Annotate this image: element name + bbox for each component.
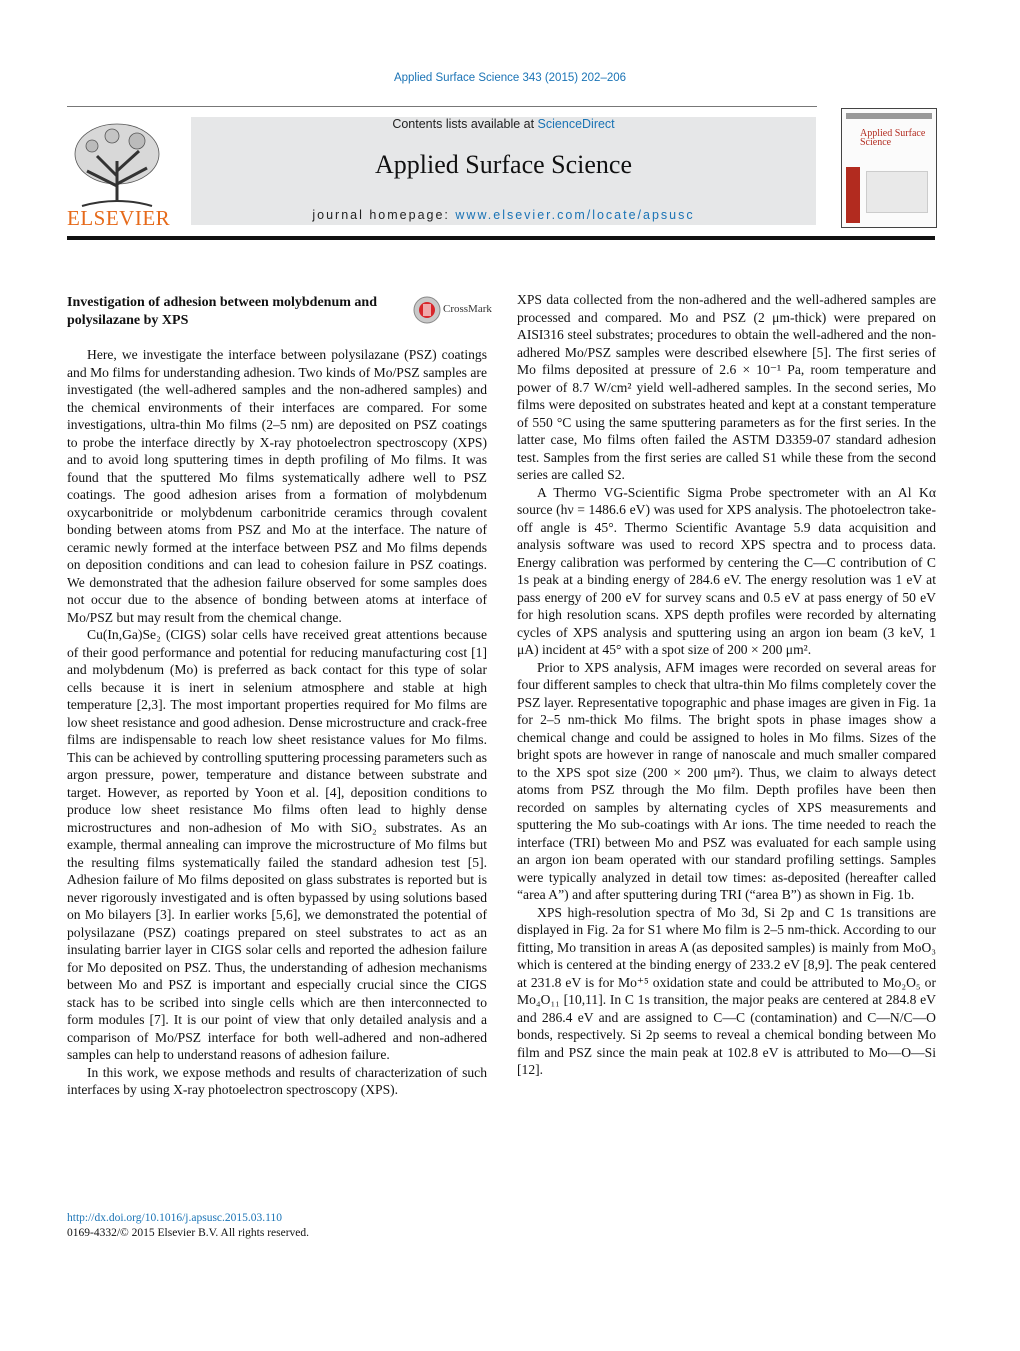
sciencedirect-link[interactable]: ScienceDirect (537, 117, 615, 131)
journal-cover[interactable] (841, 108, 937, 228)
cover-side-band (846, 167, 860, 223)
cover-image (866, 171, 928, 213)
crossmark-icon (413, 296, 441, 324)
left-column (67, 346, 487, 1099)
article-title: Investigation of adhesion between molybdenum and polysilazane by XPS (67, 295, 377, 328)
right-column (517, 291, 936, 1079)
contents-prefix: Contents lists available at (392, 117, 538, 131)
doi-link[interactable]: http://dx.doi.org/10.1016/j.apsusc.2015.03.110 (67, 1212, 282, 1224)
crossmark-label: CrossMark (443, 303, 492, 315)
homepage-prefix: journal homepage: (312, 208, 456, 222)
left-paragraph-1: Here, we investigate the interface between polysilazane (PSZ) coatings and Mo films for understanding adhesion. Two kinds of Mo/PSZ samples are investigated (the well-adhered samples and the non-adhered samples) and the chemical environments of their interfaces are compared. For some investigations, ultra-thin Mo films (2–5 nm) are deposited on PSZ coatings to probe the interface directly by X-ray photoelectron spectroscopy (XPS) and to avoid long sputtering times in depth profiling of Mo films. It was found that the sputtered Mo films systematically adhere well to PSZ coatings. The good adhesion arises from a formation of molybdenum oxycarbonitride or molybdenum carbonitride ceramics through covalent bonding between atoms from PSZ and Mo at the interface. The nature of ceramic newly formed at the interface between PSZ and Mo films depends on deposition conditions and can lead to cohesion failure in PSZ coatings. We demonstrated that the adhesion failure observed for some samples does not occur due to the absence of bonding between atoms at interface of Mo/PSZ but may result from the chemical change. (67, 347, 487, 625)
header-divider (67, 106, 817, 107)
journal-title: Applied Surface Science (374, 150, 632, 179)
journal-homepage (191, 208, 816, 222)
homepage-link[interactable]: www.elsevier.com/locate/apsusc (455, 208, 695, 222)
cover-top-bar (846, 113, 932, 119)
copyright: 0169-4332/© 2015 Elsevier B.V. All rights reserved. (67, 1227, 310, 1239)
elsevier-wordmark: ELSEVIER (67, 206, 171, 230)
right-paragraph-1: XPS data collected from the non-adhered and the well-adhered samples are processed and compared. Mo and PSZ (2 μm-thick) were prepared on AISI316 steel substrates; procedures to obtain the well-adhered and the non-adhered Mo/PSZ samples were described elsewhere [5]. The first series of Mo films deposited at pressure of 2.6 × 10⁻¹ Pa, room temperature and power of 8.7 W/cm² yield well-adhered samples. In the second series, Mo films were deposited on substrates heated and kept at a constant temperature of 550 °C using the same sputtering parameters as for the first series. In the latter case, Mo films often failed the ASTM D3359-07 standard adhesion test. Samples from the first series are called S1 while these from the second series are called S2. (517, 292, 936, 482)
crossmark-badge[interactable] (413, 296, 492, 324)
journal-citation[interactable]: Applied Surface Science 343 (2015) 202–206 (393, 72, 627, 84)
contents-line (191, 117, 816, 131)
header-thick-rule (67, 236, 935, 240)
right-paragraph-2: A Thermo VG-Scientific Sigma Probe spectrometer with an Al Kα source (hν = 1486.6 eV) was used for XPS analysis. The photoelectron take-off angle is 45°. Thermo Scientific Avantage 5.9 data acquisition and analysis software was used to record XPS spectra and to process data. Energy calibration was performed by centering the C—C contribution of C 1s peak at a binding energy of 284.6 eV. The energy resolution was 1 eV at pass energy of 200 eV for survey scans and 0.5 eV at pass energy of 50 eV for high resolution scans. XPS depth profiles were recorded by alternating cycles of XPS analysis and sputtering using an argon ion beam (3 keV, 1 μA) incident at 45° with a spot size of 200 × 200 μm². (517, 484, 936, 657)
footer (67, 1211, 309, 1241)
right-paragraph-3: Prior to XPS analysis, AFM images were recorded on several areas for four different samples to check that ultra-thin Mo films completely cover the PSZ layer. Representative topographic and phase images are given in Fig. 1a for 2–5 nm-thick Mo films. The bright spots in phase images show a chemical change and could be assigned to holes in Mo films. Sizes of the bright spots are however in range of nanoscale and much smaller compared to the XPS spot size (200 × 200 μm²). Thus, we claim to always detect atoms from PSZ through the Mo film. Depth profiles have been then recorded on samples by alternating cycles of XPS measurements and sputtering the Mo sub-coatings with Ar ions. The time needed to reach the interface (TRI) between Mo and PSZ was evaluated for each sample using an argon ion beam operated with our standard profiling settings. Samples were typically analyzed in detail tow times: as-deposited (hereafter called “area A”) and after sputtering during TRI (“area B”) as shown in Fig. 1b. (517, 659, 936, 902)
left-paragraph-2: Cu(In,Ga)Se₂ (CIGS) solar cells have received great attentions because of their good performance and potential for reducing manufacturing cost [1] and molybdenum (Mo) is preferred as back contact for this type of solar cells because it is inert in selenium atmosphere and stable at high temperature [2,3]. The most important properties required for Mo films are low sheet resistance and good adhesion. Dense microstructure and crack-free films are indispensable to reach low sheet resistance values for Mo films. This can be achieved by controlling sputtering processing parameters such as argon pressure, power, temperature and distance between substrate and target. However, as reported by Yoon et al. [4], deposition conditions to produce low sheet resistance Mo films often lead to highly dense microstructures and non-adhesion of Mo with SiO₂ substrates. As an example, thermal annealing can improve the microstructure of Mo films but the resulting films systematically failed the standard adhesion test [5]. Adhesion failure of Mo films deposited on glass substrates is reported but is never rigorously investigated and is often bypassed by using solutions based on Mo bilayers [3]. In earlier works [5,6], we demonstrated the potential of polysilazane (PSZ) coatings prepared on steel substrates to act as an insulating barrier layer in CIGS solar cells and reported the adhesion failure for Mo deposited on PSZ. Thus, the understanding of adhesion mechanisms between Mo and PSZ is important and especially crucial since the CIGS stack has to be scribed into single cells which are then interconnected to form modules [7]. It is our point of view that only detailed analysis and a comparison of Mo/PSZ interface for both well-adhered and non-adhered samples can help to understand reasons of adhesion failure. (67, 627, 487, 1062)
right-paragraph-4: XPS high-resolution spectra of Mo 3d, Si 2p and C 1s transitions are displayed in Fig. 2a for S1 where Mo film is 2–5 nm-thick. According to our fitting, Mo transition in areas A (as deposited samples) is mainly from MoO₃ which is centered at the binding energy of 233.2 eV [8,9]. The peak centered at 231.8 eV is for Mo⁺⁵ oxidation state and could be attributed to Mo₂O₅ or Mo₄O₁₁ [10,11]. In C 1s transition, the major peaks are centered at 284.8 eV and 286.4 eV and are assigned to C—C (contamination) and C—N/C—O bonds, respectively. Si 2p seems to reveal a chemical bonding between Mo film and PSZ since the main peak at 102.8 eV is attributed to Mo—O—Si [12]. (517, 904, 936, 1077)
left-paragraph-3: In this work, we expose methods and results of characterization of such interfaces by using X-ray photoelectron spectroscopy (XPS). (67, 1064, 487, 1097)
cover-title: Applied Surface Science (860, 128, 926, 148)
